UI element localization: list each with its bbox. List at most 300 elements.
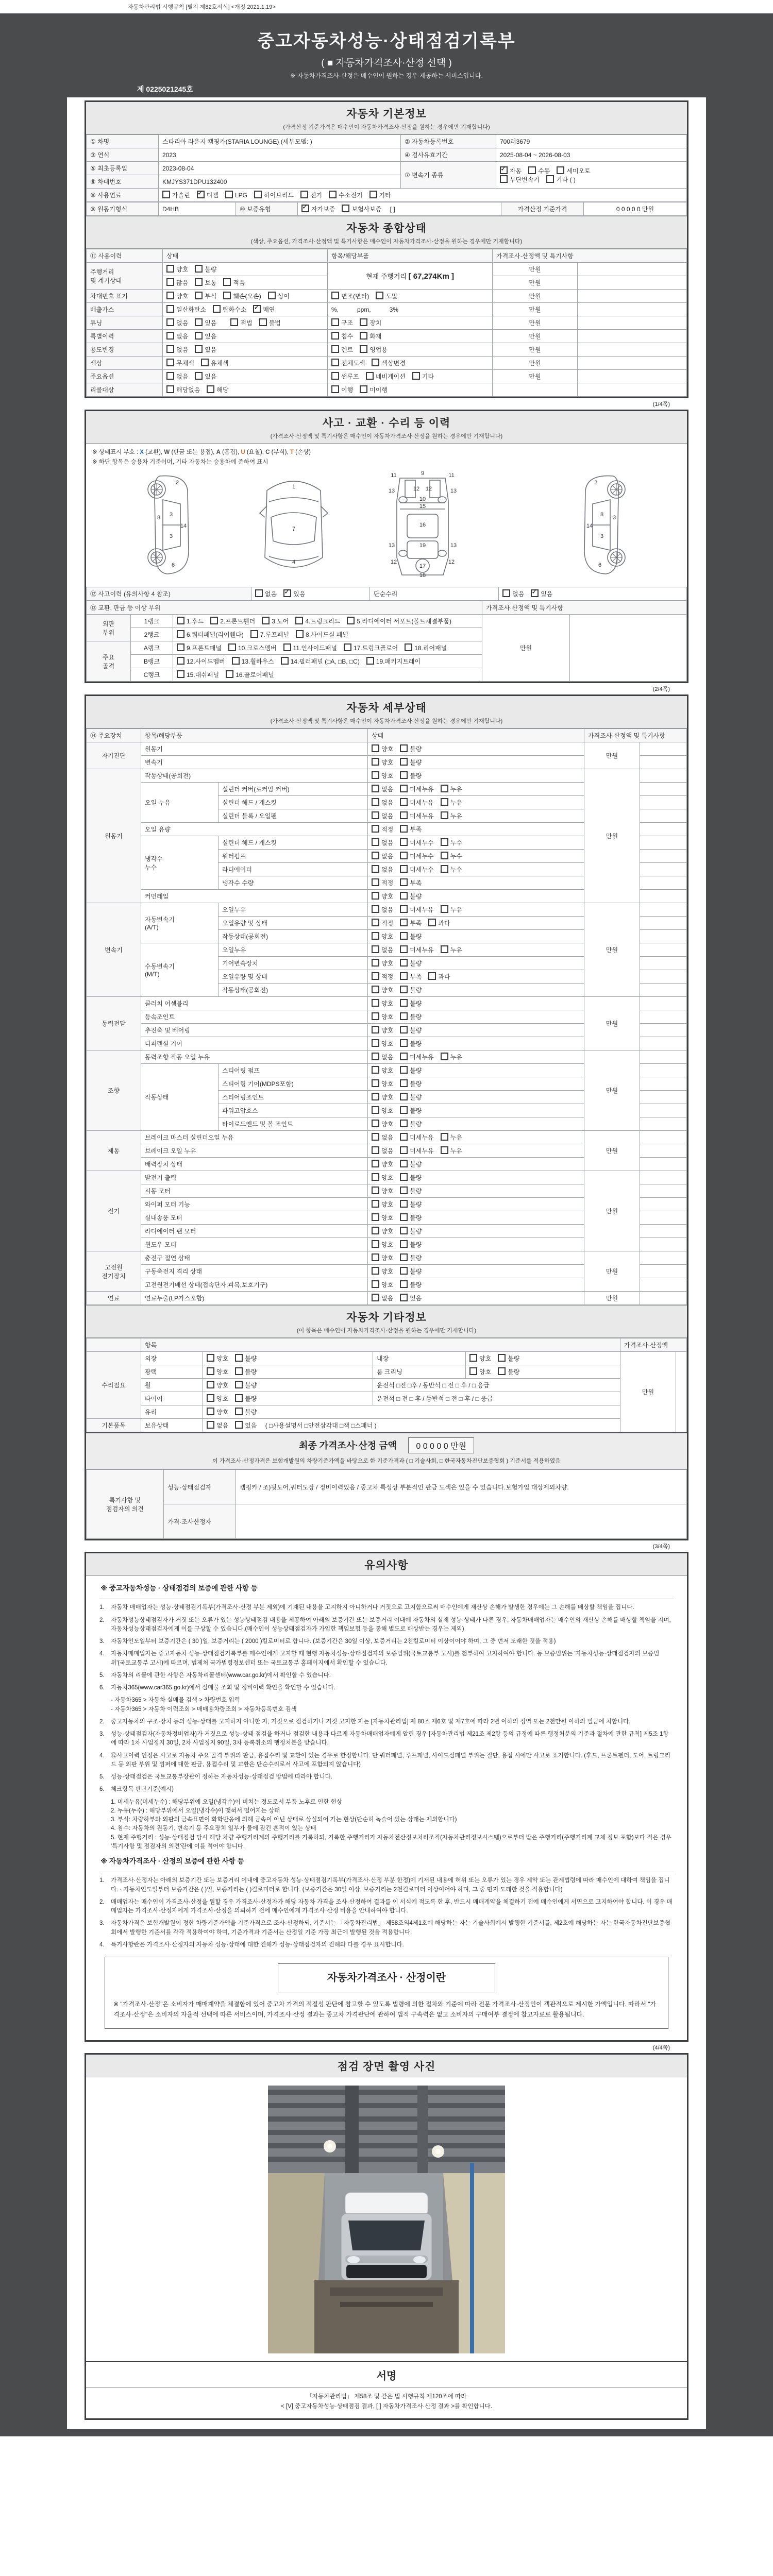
checkbox[interactable] bbox=[502, 589, 510, 597]
checkbox[interactable] bbox=[372, 825, 379, 833]
checkbox[interactable] bbox=[177, 657, 184, 665]
checkbox[interactable] bbox=[400, 1079, 408, 1087]
checkbox-label: 누유 bbox=[450, 1134, 462, 1141]
checkbox-label: 없음 bbox=[381, 946, 394, 954]
checkbox[interactable] bbox=[254, 191, 262, 198]
checkbox-group bbox=[372, 987, 428, 994]
checkbox[interactable] bbox=[162, 191, 170, 198]
checkbox[interactable] bbox=[201, 359, 209, 366]
status-options bbox=[368, 796, 584, 809]
checkbox[interactable] bbox=[369, 191, 377, 198]
checkbox[interactable] bbox=[400, 959, 408, 967]
checkbox-group bbox=[372, 1054, 469, 1061]
subitem-label: 오일누유 bbox=[219, 943, 368, 957]
checkbox[interactable] bbox=[372, 798, 379, 806]
checkbox-label: 양호 bbox=[381, 1027, 394, 1034]
checkbox[interactable] bbox=[360, 385, 367, 393]
checkbox-option bbox=[372, 1213, 393, 1222]
checkbox[interactable] bbox=[300, 191, 308, 198]
checkbox[interactable] bbox=[428, 972, 436, 980]
checkbox[interactable] bbox=[207, 1394, 214, 1402]
checkbox[interactable] bbox=[400, 986, 408, 993]
rank-items bbox=[173, 641, 482, 655]
item-label: 오일 유량 bbox=[141, 823, 368, 836]
checkbox[interactable] bbox=[372, 1146, 379, 1154]
checkbox[interactable] bbox=[372, 892, 379, 900]
checkbox-label: 불량 bbox=[410, 1027, 422, 1034]
checkbox-checked[interactable] bbox=[253, 305, 261, 313]
checkbox[interactable] bbox=[400, 838, 408, 846]
status-options bbox=[368, 1077, 584, 1091]
checkbox[interactable] bbox=[372, 1093, 379, 1100]
status-options-2 bbox=[466, 1352, 620, 1365]
checkbox[interactable] bbox=[372, 986, 379, 993]
checkbox[interactable] bbox=[400, 905, 408, 913]
checkbox[interactable] bbox=[166, 385, 174, 393]
checkbox[interactable] bbox=[441, 798, 448, 806]
status-options bbox=[368, 756, 584, 769]
checkbox[interactable] bbox=[441, 785, 448, 792]
checkbox[interactable] bbox=[372, 972, 379, 980]
checkbox[interactable] bbox=[441, 811, 448, 819]
checkbox[interactable] bbox=[262, 617, 270, 624]
checkbox[interactable] bbox=[177, 630, 184, 638]
checkbox[interactable] bbox=[166, 318, 174, 326]
page-marker-4: (4/4쪽) bbox=[85, 2042, 688, 2053]
checkbox[interactable] bbox=[166, 278, 174, 286]
checkbox-label: 미이행 bbox=[369, 386, 388, 394]
notice-subline: 2. 누유(누수) : 해당부위에서 오일(냉각수)이 맺혀서 떨어지는 상태 bbox=[111, 1807, 280, 1814]
checkbox[interactable] bbox=[166, 359, 174, 366]
checkbox[interactable] bbox=[331, 345, 339, 353]
checkbox[interactable] bbox=[235, 1381, 243, 1388]
diagram-part-number: 8 bbox=[600, 512, 604, 518]
basic-items-value bbox=[203, 1419, 620, 1432]
checkbox[interactable] bbox=[372, 1200, 379, 1208]
checkbox-group bbox=[500, 167, 597, 175]
checkbox[interactable] bbox=[372, 359, 379, 366]
checkbox[interactable] bbox=[400, 1280, 408, 1288]
checkbox-label: 불량 bbox=[410, 1080, 422, 1088]
checkbox[interactable] bbox=[372, 1066, 379, 1074]
checkbox[interactable] bbox=[195, 265, 203, 273]
checkbox[interactable] bbox=[441, 1053, 448, 1060]
checkbox[interactable] bbox=[207, 1367, 214, 1375]
checkbox-label: 불량 bbox=[410, 1228, 422, 1235]
checkbox[interactable] bbox=[400, 892, 408, 900]
checkbox-label: 양호 bbox=[176, 266, 189, 273]
checkbox-option bbox=[441, 1146, 462, 1155]
checkbox[interactable] bbox=[210, 617, 218, 624]
checkbox[interactable] bbox=[400, 1066, 408, 1074]
checkbox[interactable] bbox=[400, 771, 408, 779]
checkbox-group bbox=[372, 1147, 469, 1155]
checkbox[interactable] bbox=[329, 191, 337, 198]
checkbox[interactable] bbox=[177, 643, 184, 651]
note-cell bbox=[640, 1077, 687, 1091]
checkbox[interactable] bbox=[400, 744, 408, 752]
checkbox[interactable] bbox=[342, 205, 349, 212]
checkbox[interactable] bbox=[195, 278, 203, 286]
checkbox[interactable] bbox=[372, 865, 379, 873]
checkbox-label: 미세누유 bbox=[410, 1147, 434, 1155]
checkbox-option bbox=[235, 1367, 257, 1376]
checkbox[interactable] bbox=[400, 1240, 408, 1248]
checkbox[interactable] bbox=[372, 999, 379, 1007]
note-cell bbox=[640, 1104, 687, 1117]
checkbox[interactable] bbox=[259, 318, 267, 326]
checkbox[interactable] bbox=[344, 643, 351, 651]
checkbox[interactable] bbox=[166, 292, 174, 299]
checkbox[interactable] bbox=[372, 1106, 379, 1114]
checkbox[interactable] bbox=[296, 630, 304, 638]
subitem-label: 실린더 블록 / 오일팬 bbox=[219, 809, 368, 823]
notices-section3-heading: ※ 자동차가격조사 · 산정의 보증에 관한 사항 등 bbox=[99, 1851, 674, 1872]
checkbox[interactable] bbox=[372, 932, 379, 940]
status-options bbox=[203, 1352, 373, 1365]
checkbox[interactable] bbox=[366, 372, 374, 380]
checkbox[interactable] bbox=[400, 811, 408, 819]
checkbox[interactable] bbox=[400, 878, 408, 886]
checkbox-option bbox=[225, 191, 247, 199]
title-block bbox=[0, 13, 773, 80]
checkbox-label: 없음 bbox=[381, 1134, 394, 1141]
checkbox[interactable] bbox=[223, 292, 231, 299]
checkbox-label: 매연 bbox=[263, 306, 275, 313]
warranty-options: ✓ 자가보증 보험사보증 [ ] bbox=[301, 206, 395, 213]
checkbox[interactable] bbox=[255, 589, 263, 597]
checkbox[interactable] bbox=[177, 670, 184, 678]
checkbox[interactable] bbox=[372, 758, 379, 766]
checkbox[interactable] bbox=[372, 959, 379, 967]
checkbox[interactable] bbox=[347, 617, 355, 624]
checkbox[interactable] bbox=[223, 278, 231, 286]
subitem-label: 오일유량 및 상태 bbox=[219, 917, 368, 930]
col-price: 가격조사·산정액 및 특기사항 bbox=[584, 729, 687, 742]
table-row bbox=[87, 290, 687, 303]
status-options bbox=[368, 1024, 584, 1037]
checkbox[interactable] bbox=[372, 838, 379, 846]
checkbox[interactable] bbox=[428, 919, 436, 926]
checkbox[interactable] bbox=[372, 1187, 379, 1194]
checkbox[interactable] bbox=[360, 318, 367, 326]
checkbox[interactable] bbox=[400, 852, 408, 859]
checkbox[interactable] bbox=[400, 1106, 408, 1114]
checkbox-option bbox=[469, 1367, 491, 1376]
checkbox[interactable] bbox=[400, 1026, 408, 1033]
checkbox[interactable] bbox=[500, 175, 508, 183]
rank-label: B랭크 bbox=[131, 655, 173, 668]
checkbox[interactable] bbox=[268, 292, 276, 299]
checkbox[interactable] bbox=[469, 1367, 477, 1375]
checkbox-label: 양호 bbox=[381, 1255, 394, 1262]
checkbox[interactable] bbox=[331, 372, 339, 380]
status-options bbox=[203, 1379, 373, 1392]
checkbox[interactable] bbox=[207, 1421, 214, 1429]
checkbox[interactable] bbox=[400, 1012, 408, 1020]
checkbox[interactable] bbox=[372, 919, 379, 926]
checkbox-group bbox=[166, 333, 223, 340]
checkbox[interactable] bbox=[400, 1160, 408, 1167]
checkbox[interactable] bbox=[376, 292, 383, 299]
note-cell bbox=[640, 957, 687, 970]
checkbox[interactable] bbox=[232, 657, 240, 665]
other-info-table bbox=[86, 1338, 687, 1432]
notice-number: 4. bbox=[99, 1651, 105, 1657]
rank-items bbox=[173, 615, 482, 628]
checkbox-label: 전기 bbox=[310, 192, 323, 199]
checkbox[interactable] bbox=[400, 865, 408, 873]
checkbox-label: 양호 bbox=[381, 893, 394, 900]
checkbox-label: 없음 bbox=[381, 799, 394, 806]
section-other-subtitle: (이 항목은 매수인이 자동차가격조사·산정을 원하는 경우에만 기재합니다) bbox=[296, 1328, 477, 1334]
diagram-part-number: 13 bbox=[450, 488, 457, 494]
checkbox[interactable] bbox=[372, 852, 379, 859]
checkbox[interactable] bbox=[400, 972, 408, 980]
checkbox-checked[interactable] bbox=[301, 205, 309, 212]
checkbox[interactable] bbox=[195, 318, 203, 326]
price-cell: 만원 bbox=[584, 997, 640, 1050]
notice-number: 2. bbox=[99, 1899, 105, 1905]
checkbox[interactable] bbox=[281, 657, 289, 665]
checkbox[interactable] bbox=[372, 771, 379, 779]
checkbox[interactable] bbox=[557, 166, 564, 174]
note-cell bbox=[640, 917, 687, 930]
checkbox[interactable] bbox=[400, 932, 408, 940]
checkbox[interactable] bbox=[372, 1280, 379, 1288]
checkbox[interactable] bbox=[195, 345, 203, 353]
checkbox[interactable] bbox=[166, 265, 174, 273]
checkbox-label: 15.대쉬패널 bbox=[187, 671, 220, 679]
notice-subline: 5. 현재 주행거리 : 성능·상태점검 당시 해당 차량 주행거리계의 주행거리를 기록하되, 기록한 주행거리가 자동차전산정보처리조직(자동차관리정보시스템)으로부터 받은 주행거리(주행거리계 교체 정보 포함)보다 적은 경우 '특기사항 및 점검자의 의견'란에 이를 적어야 합니다. bbox=[111, 1834, 671, 1850]
checkbox[interactable] bbox=[441, 838, 448, 846]
checkbox[interactable] bbox=[331, 385, 339, 393]
notice-number: 3. bbox=[99, 1731, 105, 1737]
checkbox-checked[interactable] bbox=[197, 191, 205, 198]
checkbox[interactable] bbox=[177, 617, 184, 624]
rank-items bbox=[173, 655, 482, 668]
checkbox-label: 12.사이드멤버 bbox=[187, 658, 225, 665]
checkbox[interactable] bbox=[295, 617, 303, 624]
checkbox[interactable] bbox=[372, 905, 379, 913]
document-title: 중고자동차성능·상태점검기록부 bbox=[257, 31, 516, 51]
checkbox[interactable] bbox=[400, 1039, 408, 1047]
checkbox[interactable] bbox=[283, 643, 291, 651]
checkbox[interactable] bbox=[195, 372, 203, 380]
checkbox[interactable] bbox=[225, 191, 233, 198]
checkbox[interactable] bbox=[400, 1146, 408, 1154]
checkbox[interactable] bbox=[207, 1354, 214, 1362]
diagram-part-number: 15 bbox=[419, 503, 426, 510]
checkbox-group bbox=[166, 346, 223, 353]
base-price-value: 0 0 0 0 0 만원 bbox=[584, 202, 687, 216]
checkbox[interactable] bbox=[195, 292, 203, 299]
checkbox[interactable] bbox=[207, 385, 214, 393]
checkbox[interactable] bbox=[372, 1173, 379, 1181]
checkbox[interactable] bbox=[412, 372, 420, 380]
status-options bbox=[368, 1117, 584, 1131]
checkbox-option bbox=[372, 1240, 393, 1249]
checkbox-checked[interactable] bbox=[283, 589, 291, 597]
checkbox[interactable] bbox=[166, 372, 174, 380]
subitem-label: 스티어링조인트 bbox=[219, 1091, 368, 1104]
checkbox[interactable] bbox=[372, 1012, 379, 1020]
checkbox[interactable] bbox=[360, 345, 367, 353]
checkbox[interactable] bbox=[400, 785, 408, 792]
checkbox[interactable] bbox=[372, 1120, 379, 1127]
checkbox[interactable] bbox=[372, 1227, 379, 1234]
checkbox[interactable] bbox=[366, 657, 374, 665]
checkbox[interactable] bbox=[372, 945, 379, 953]
checkbox-label: 미세누수 bbox=[410, 866, 434, 873]
checkbox[interactable] bbox=[372, 1039, 379, 1047]
checkbox[interactable] bbox=[400, 1294, 408, 1301]
item-label: 변속기 bbox=[141, 756, 368, 769]
checkbox[interactable] bbox=[235, 1421, 243, 1429]
checkbox-label: 불량 bbox=[410, 1000, 422, 1007]
checkbox[interactable] bbox=[400, 1227, 408, 1234]
checkbox[interactable] bbox=[372, 1267, 379, 1275]
checkbox[interactable] bbox=[213, 305, 221, 313]
checkbox[interactable] bbox=[400, 1120, 408, 1127]
checkbox-checked[interactable] bbox=[500, 166, 508, 174]
checkbox[interactable] bbox=[400, 825, 408, 833]
checkbox[interactable] bbox=[372, 811, 379, 819]
checkbox-option bbox=[235, 1394, 257, 1403]
checkbox-label: 네비게이션 bbox=[375, 373, 406, 380]
checkbox[interactable] bbox=[400, 1200, 408, 1208]
section-detail bbox=[86, 696, 687, 728]
checkbox[interactable] bbox=[546, 175, 554, 183]
checkbox[interactable] bbox=[469, 1354, 477, 1362]
checkbox[interactable] bbox=[235, 1367, 243, 1375]
checkbox[interactable] bbox=[372, 1160, 379, 1167]
checkbox[interactable] bbox=[400, 919, 408, 926]
checkbox[interactable] bbox=[331, 292, 339, 299]
checkbox[interactable] bbox=[441, 1133, 448, 1141]
checkbox-option bbox=[500, 175, 540, 184]
checkbox[interactable] bbox=[372, 878, 379, 886]
box-photo-sign bbox=[85, 2053, 688, 2420]
checkbox[interactable] bbox=[166, 345, 174, 353]
checkbox[interactable] bbox=[226, 670, 233, 678]
checkbox-option bbox=[253, 305, 275, 314]
checkbox[interactable] bbox=[405, 643, 412, 651]
checkbox[interactable] bbox=[441, 852, 448, 859]
checkbox[interactable] bbox=[228, 643, 236, 651]
checkbox[interactable] bbox=[400, 1267, 408, 1275]
checkbox[interactable] bbox=[331, 359, 339, 366]
checkbox[interactable] bbox=[372, 1079, 379, 1087]
checkbox[interactable] bbox=[498, 1367, 506, 1375]
checkbox[interactable] bbox=[400, 758, 408, 766]
checkbox-label: 양호 bbox=[381, 1188, 394, 1195]
checkbox[interactable] bbox=[207, 1408, 214, 1415]
checkbox[interactable] bbox=[372, 1294, 379, 1301]
checkbox[interactable] bbox=[372, 1253, 379, 1261]
checkbox[interactable] bbox=[372, 1026, 379, 1033]
checkbox[interactable] bbox=[207, 1381, 214, 1388]
checkbox[interactable] bbox=[441, 865, 448, 873]
checkbox[interactable] bbox=[372, 1213, 379, 1221]
checkbox[interactable] bbox=[235, 1408, 243, 1415]
checkbox[interactable] bbox=[372, 1053, 379, 1060]
status-options bbox=[368, 957, 584, 970]
note-cell bbox=[640, 1117, 687, 1131]
checkbox[interactable] bbox=[400, 1173, 408, 1181]
table-row bbox=[87, 587, 687, 601]
checkbox-label: 수동 bbox=[538, 167, 550, 175]
checkbox[interactable] bbox=[400, 1053, 408, 1060]
checkbox-option bbox=[400, 1106, 422, 1115]
checkbox[interactable] bbox=[360, 332, 367, 340]
checkbox-group bbox=[331, 293, 405, 300]
checkbox[interactable] bbox=[235, 1394, 243, 1402]
checkbox[interactable] bbox=[400, 1213, 408, 1221]
diagram-part-number: 7 bbox=[292, 526, 296, 532]
checkbox[interactable] bbox=[441, 1146, 448, 1154]
checkbox[interactable] bbox=[230, 318, 238, 326]
vin-label: ⑥ 차대번호 bbox=[87, 175, 159, 189]
table-row bbox=[87, 1392, 687, 1405]
checkbox-option bbox=[400, 1012, 422, 1021]
checkbox-checked[interactable] bbox=[531, 589, 539, 597]
checkbox[interactable] bbox=[400, 999, 408, 1007]
checkbox[interactable] bbox=[400, 1133, 408, 1141]
checkbox-option bbox=[166, 305, 206, 314]
col-part: 항목/해당부품 bbox=[328, 249, 493, 263]
mileage-amount-options bbox=[163, 276, 328, 290]
status-options bbox=[163, 370, 328, 383]
item-label: 배력장치 상태 bbox=[141, 1158, 368, 1171]
notice-item bbox=[99, 1876, 674, 1894]
checkbox[interactable] bbox=[400, 798, 408, 806]
checkbox-option bbox=[400, 1133, 433, 1142]
device-group-label: 원동기 bbox=[87, 769, 141, 903]
item-label-2: 룸 크리닝 bbox=[373, 1365, 466, 1379]
notice-item bbox=[99, 1773, 674, 1782]
checkbox[interactable] bbox=[372, 1240, 379, 1248]
checkbox-option bbox=[166, 359, 194, 367]
checkbox[interactable] bbox=[528, 166, 536, 174]
checkbox[interactable] bbox=[166, 305, 174, 313]
checkbox[interactable] bbox=[250, 630, 258, 638]
checkbox[interactable] bbox=[441, 905, 448, 913]
notice-subline: - 자동차365 > 자동차 이력조회 > 매매용차량조회 > 자동차등록번호 검색 bbox=[111, 1706, 297, 1713]
checkbox[interactable] bbox=[372, 744, 379, 752]
checkbox[interactable] bbox=[331, 318, 339, 326]
checkbox[interactable] bbox=[441, 945, 448, 953]
checkbox[interactable] bbox=[400, 1187, 408, 1194]
notice-item bbox=[99, 1752, 674, 1770]
checkbox-option bbox=[400, 1294, 422, 1302]
checkbox[interactable] bbox=[166, 332, 174, 340]
checkbox[interactable] bbox=[400, 1093, 408, 1100]
checkbox[interactable] bbox=[400, 1253, 408, 1261]
checkbox-label: 누유 bbox=[450, 946, 462, 954]
checkbox[interactable] bbox=[235, 1354, 243, 1362]
status-codes: ※ 상태표시 부호 : X (교환), W (판금 또는 용접), A (흠집), U (요철), C (부식), T (손상) bbox=[92, 449, 311, 455]
repair-group-label: 수리필요 bbox=[87, 1352, 141, 1419]
checkbox[interactable] bbox=[498, 1354, 506, 1362]
checkbox[interactable] bbox=[331, 332, 339, 340]
mileage-value: 현재 주행거리 [ 67,274Km ] bbox=[366, 272, 454, 281]
box-detail bbox=[85, 694, 688, 1540]
checkbox[interactable] bbox=[400, 945, 408, 953]
checkbox[interactable] bbox=[195, 332, 203, 340]
checkbox[interactable] bbox=[372, 785, 379, 792]
checkbox[interactable] bbox=[372, 1133, 379, 1141]
